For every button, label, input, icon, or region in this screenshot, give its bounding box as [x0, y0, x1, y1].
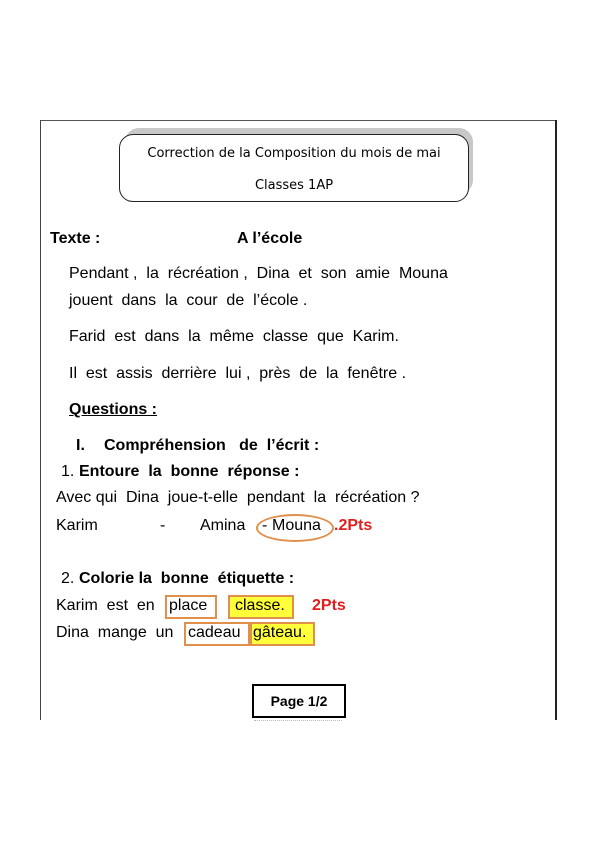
q1-points: .2Pts	[334, 517, 373, 534]
q2-option-gateau: gâteau.	[253, 624, 307, 641]
q2-instruction: Colorie la bonne étiquette :	[79, 570, 295, 587]
paragraph-3: Il est assis derrière lui , près de la fenêtre .	[69, 365, 407, 382]
page-frame-right-border	[555, 120, 557, 720]
page-number-box	[252, 684, 346, 718]
q1-instruction: Entoure la bonne réponse :	[79, 463, 300, 480]
q2-points: 2Pts	[312, 597, 346, 614]
title-box	[119, 134, 469, 202]
q1-separator-2: -	[262, 517, 268, 534]
text-label: Texte :	[50, 230, 101, 247]
paragraph-1-line-1: Pendant , la récréation , Dina et son amie Mouna	[69, 265, 448, 282]
q1-number: 1.	[61, 463, 75, 480]
section-title: Compréhension de l’écrit :	[104, 437, 320, 454]
q1-separator-1: -	[160, 517, 166, 534]
page-number: Page 1/2	[270, 693, 328, 709]
document-title: Correction de la Composition du mois de mai	[147, 146, 441, 161]
answer-circle	[256, 514, 334, 542]
q2-option-classe: classe.	[235, 597, 285, 614]
document-subtitle: Classes 1AP	[254, 178, 334, 193]
q1-option-amina: Amina	[200, 517, 246, 534]
q2-line-1-prefix: Karim est en	[56, 597, 155, 614]
q2-option-place: place	[169, 597, 208, 614]
questions-heading: Questions :	[69, 401, 158, 418]
text-title: A l’école	[237, 230, 303, 247]
q2-option-cadeau: cadeau	[188, 624, 241, 641]
paragraph-1-line-2: jouent dans la cour de l’école .	[69, 292, 308, 309]
page-frame-left-border	[40, 120, 41, 720]
q1-option-mouna: Mouna	[272, 517, 321, 534]
paragraph-2: Farid est dans la même classe que Karim.	[69, 328, 399, 345]
q2-line-2-prefix: Dina mange un	[56, 624, 174, 641]
q2-number: 2.	[61, 570, 75, 587]
q1-question: Avec qui Dina joue-t-elle pendant la récréation ?	[56, 489, 420, 506]
q1-option-karim: Karim	[56, 517, 98, 534]
faint-footer-mark	[254, 720, 342, 723]
section-numeral: I.	[76, 437, 85, 454]
